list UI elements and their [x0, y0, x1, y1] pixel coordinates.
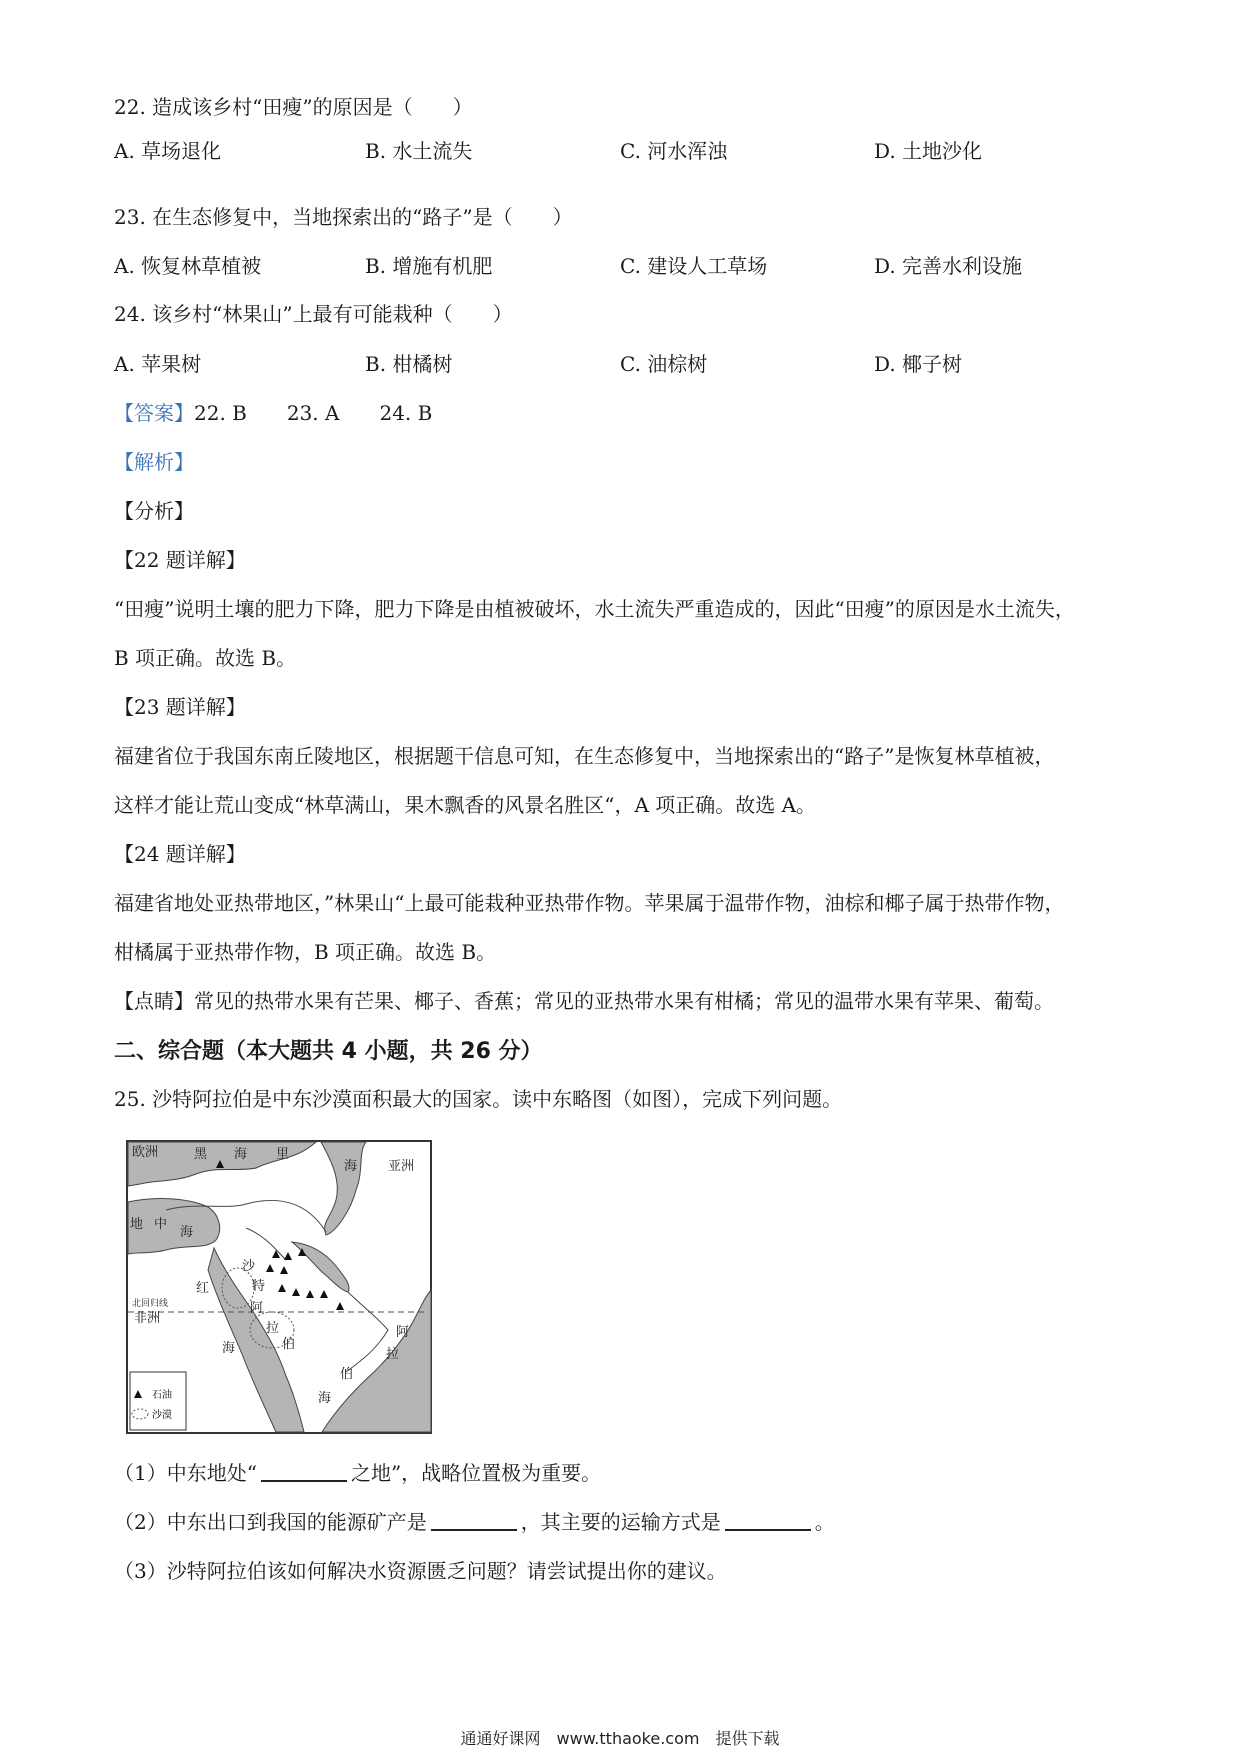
- label-asia: 亚洲: [388, 1159, 415, 1174]
- detail-22-line-1: “田瘦”说明土壤的肥力下降，肥力下降是由植被破坏，水土流失严重造成的，因此“田瘦”的原因是水土流失，: [114, 597, 1075, 621]
- label-caspian-2: 海: [344, 1159, 358, 1174]
- detail-23-title: 【23 题详解】: [114, 695, 246, 719]
- detail-24-line-1: 福建省地处亚热带地区，”林果山“上最可能栽种亚热带作物。苹果属于温带作物，油棕和椰子属于热带作物，: [114, 891, 1065, 915]
- q23-option-d: D. 完善水利设施: [874, 254, 1023, 278]
- q23-option-c: C. 建设人工草场: [620, 254, 768, 278]
- sq2-blank-1[interactable]: [431, 1509, 517, 1531]
- label-med-2: 中: [154, 1217, 168, 1232]
- label-saudi-5: 伯: [282, 1337, 296, 1352]
- q24-option-a: A. 苹果树: [114, 352, 202, 376]
- detail-23-line-1: 福建省位于我国东南丘陵地区，根据题干信息可知，在生态修复中，当地探索出的“路子”是恢复林草植被，: [114, 744, 1055, 768]
- sq2-blank-2[interactable]: [725, 1509, 811, 1531]
- question-24-stem: 24. 该乡村“林果山”上最有可能栽种（ ）: [114, 302, 513, 326]
- q22-option-d: D. 土地沙化: [874, 139, 983, 163]
- label-black-sea-2: 海: [234, 1147, 248, 1162]
- q24-option-c: C. 油棕树: [620, 352, 708, 376]
- label-arab-3: 伯: [340, 1367, 354, 1382]
- question-23-stem: 23. 在生态修复中，当地探索出的“路子”是（ ）: [114, 205, 573, 229]
- q22-option-b: B. 水土流失: [365, 139, 473, 163]
- label-arab-4: 海: [318, 1391, 332, 1406]
- sq2-middle: ，其主要的运输方式是: [520, 1510, 721, 1534]
- dianjing-note: 【点睛】常见的热带水果有芒果、椰子、香蕉；常见的亚热带水果有柑橘；常见的温带水果有苹果、葡萄。: [114, 989, 1054, 1013]
- label-saudi-1: 沙: [242, 1259, 256, 1274]
- detail-24-line-2: 柑橘属于亚热带作物，B 项正确。故选 B。: [114, 940, 497, 964]
- label-africa: 非洲: [134, 1311, 161, 1326]
- label-tropic: 北回归线: [132, 1299, 169, 1309]
- label-arab-2: 拉: [386, 1347, 400, 1362]
- detail-23-line-2: 这样才能让荒山变成“林草满山，果木飘香的风景名胜区“，A 项正确。故选 A。: [114, 793, 817, 817]
- label-black-sea-1: 黑: [194, 1147, 208, 1162]
- label-saudi-3: 阿: [250, 1301, 264, 1316]
- sq2-before: （2）中东出口到我国的能源矿产是: [114, 1510, 427, 1534]
- sq2-after: 。: [814, 1510, 835, 1534]
- analysis-label: 【解析】: [114, 450, 194, 474]
- legend-oil-label: 石油: [152, 1390, 172, 1401]
- label-arab-1: 阿: [396, 1325, 410, 1340]
- label-caspian-1: 里: [276, 1147, 290, 1162]
- label-europe: 欧洲: [132, 1145, 159, 1160]
- label-med-3: 海: [180, 1225, 194, 1240]
- section-title: 二、综合题（本大题共 4 小题，共 26 分）: [114, 1039, 543, 1064]
- label-saudi-4: 拉: [266, 1321, 280, 1336]
- sq1-after: 之地”，战略位置极为重要。: [350, 1461, 602, 1485]
- detail-24-title: 【24 题详解】: [114, 842, 246, 866]
- q24-option-d: D. 椰子树: [874, 352, 963, 376]
- question-22-stem: 22. 造成该乡村“田瘦”的原因是（ ）: [114, 95, 473, 119]
- detail-22-line-2: B 项正确。故选 B。: [114, 646, 297, 670]
- q22-option-a: A. 草场退化: [114, 139, 222, 163]
- middle-east-map: [126, 1140, 432, 1434]
- label-red-2: 海: [222, 1341, 236, 1356]
- question-25-stem: 25. 沙特阿拉伯是中东沙漠面积最大的国家。读中东略图（如图），完成下列问题。: [114, 1087, 843, 1111]
- answer-line: [114, 399, 432, 427]
- label-med-1: 地: [130, 1217, 144, 1232]
- sq1-before: （1）中东地处“: [114, 1461, 257, 1485]
- sub-question-3: （3）沙特阿拉伯该如何解决水资源匮乏问题？请尝试提出你的建议。: [114, 1559, 727, 1583]
- q24-option-b: B. 柑橘树: [365, 352, 453, 376]
- answer-text: 22. B 23. A 24. B: [194, 401, 433, 425]
- detail-22-title: 【22 题详解】: [114, 548, 246, 572]
- sub-question-1: [114, 1459, 601, 1487]
- q23-option-b: B. 增施有机肥: [365, 254, 493, 278]
- sub-question-2: [114, 1508, 835, 1536]
- label-saudi-2: 特: [252, 1279, 266, 1294]
- q22-option-c: C. 河水浑浊: [620, 139, 728, 163]
- legend-box: [130, 1372, 186, 1430]
- q23-option-a: A. 恢复林草植被: [114, 254, 262, 278]
- answer-label: 【答案】: [114, 401, 194, 425]
- fenxi-label: 【分析】: [114, 499, 194, 523]
- sq1-blank[interactable]: [261, 1460, 347, 1482]
- legend-desert-label: 沙漠: [152, 1410, 172, 1421]
- label-red-1: 红: [196, 1281, 210, 1296]
- page-footer: 通通好课网 www.tthaoke.com 提供下载: [460, 1729, 780, 1748]
